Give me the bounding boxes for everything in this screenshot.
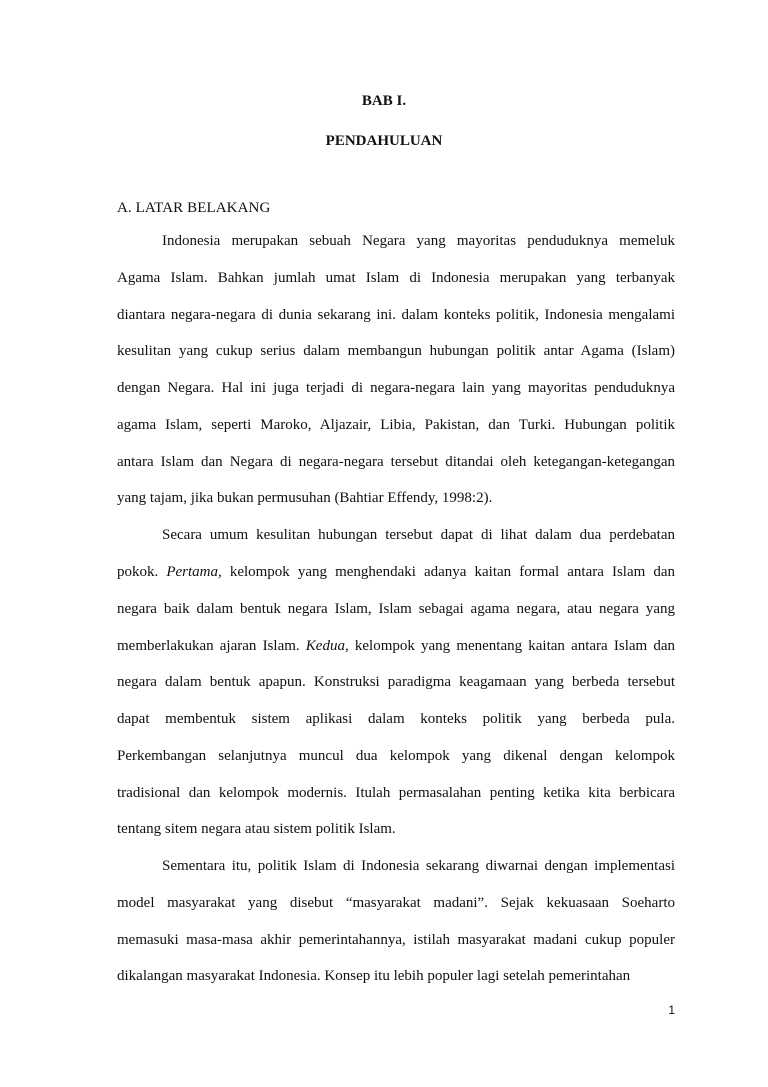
- section-heading: A. LATAR BELAKANG: [117, 200, 271, 216]
- text-line: [117, 746, 675, 766]
- text-run: negara baik dalam bentuk negara Islam, Islam sebagai agama negara, atau negara yang: [117, 600, 675, 617]
- italic-text: Kedua,: [305, 637, 349, 654]
- text-run: Perkembangan selanjutnya muncul dua kelompok yang dikenal dengan kelompok: [117, 747, 675, 764]
- text-line: [117, 305, 675, 325]
- text-line: [117, 452, 675, 472]
- text-run: dikalangan masyarakat Indonesia. Konsep itu lebih populer lagi setelah pemerintahan: [117, 968, 631, 985]
- text-line: [117, 966, 675, 986]
- text-line: [117, 930, 675, 950]
- text-line: [117, 709, 675, 729]
- text-line: [117, 268, 675, 288]
- text-run: Agama Islam. Bahkan jumlah umat Islam di Indonesia merupakan yang terbanyak: [117, 269, 675, 286]
- text-run: Secara umum kesulitan hubungan tersebut dapat di lihat dalam dua perdebatan: [162, 527, 675, 544]
- text-line: [117, 415, 675, 435]
- text-run: kesulitan yang cukup serius dalam membangun hubungan politik antar Agama (Islam): [117, 343, 675, 360]
- text-run: tradisional dan kelompok modernis. Itulah permasalahan penting ketika kita berbicara: [117, 784, 675, 801]
- text-run: memberlakukan ajaran Islam.: [117, 637, 306, 654]
- text-line: [117, 562, 675, 582]
- text-line: [162, 856, 675, 876]
- text-line: [117, 893, 675, 913]
- text-run: model masyarakat yang disebut “masyarakat madani”. Sejak kekuasaan Soeharto: [117, 894, 675, 911]
- text-run: tentang sitem negara atau sistem politik Islam.: [117, 821, 396, 838]
- text-run: kelompok yang menentang kaitan antara Islam dan: [348, 637, 675, 654]
- text-run: agama Islam, seperti Maroko, Aljazair, Libia, Pakistan, dan Turki. Hubungan politik: [117, 416, 675, 433]
- text-run: antara Islam dan Negara di negara-negara tersebut ditandai oleh ketegangan-ketegangan: [117, 453, 675, 470]
- text-line: [117, 599, 675, 619]
- italic-text: Pertama,: [166, 563, 222, 580]
- text-line: [162, 525, 675, 545]
- text-run: dengan Negara. Hal ini juga terjadi di negara-negara lain yang mayoritas penduduknya: [117, 380, 675, 397]
- text-line: [117, 783, 675, 803]
- text-line: [117, 341, 675, 361]
- text-run: kelompok yang menghendaki adanya kaitan formal antara Islam dan: [221, 563, 676, 580]
- text-run: dapat membentuk sistem aplikasi dalam konteks politik yang berbeda pula.: [117, 711, 675, 727]
- text-run: yang tajam, jika bukan permusuhan (Bahtiar Effendy, 1998:2).: [117, 490, 493, 507]
- text-line: [117, 672, 675, 692]
- text-run: memasuki masa-masa akhir pemerintahannya, istilah masyarakat madani cukup populer: [117, 931, 675, 948]
- text-line: [117, 819, 675, 839]
- text-line: [117, 378, 675, 398]
- text-line: [117, 636, 675, 656]
- chapter-title: PENDAHULUAN: [325, 133, 443, 149]
- chapter-label: BAB I.: [361, 93, 407, 109]
- page-number: 1: [668, 1003, 675, 1017]
- text-run: diantara negara-negara di dunia sekarang ini. dalam konteks politik, Indonesia mengalami: [117, 306, 675, 323]
- text-line: [162, 231, 675, 251]
- text-run: pokok.: [117, 563, 167, 580]
- text-run: Sementara itu, politik Islam di Indonesia sekarang diwarnai dengan implementasi: [162, 858, 675, 875]
- text-run: Indonesia merupakan sebuah Negara yang mayoritas penduduknya memeluk: [162, 233, 675, 249]
- text-line: [117, 488, 675, 508]
- text-run: negara dalam bentuk apapun. Konstruksi paradigma keagamaan yang berbeda tersebut: [117, 674, 675, 691]
